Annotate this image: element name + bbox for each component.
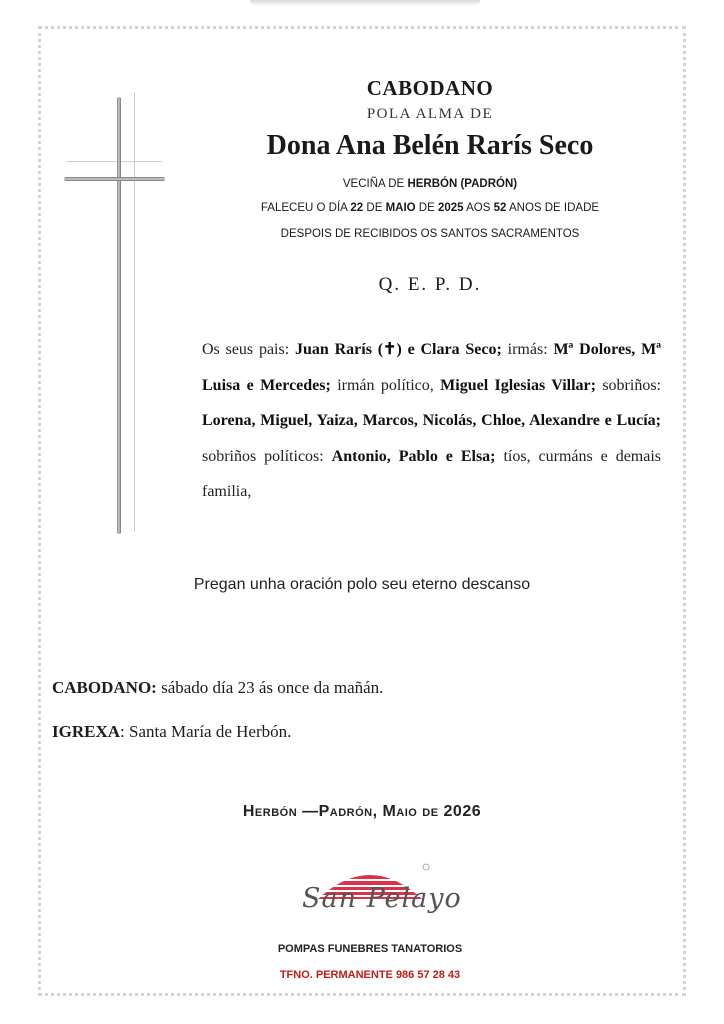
death-text-e: ANOS DE IDADE	[506, 202, 600, 214]
death-age: 52	[493, 202, 507, 214]
family-names: Mª Dolores, Mª Luisa e Mercedes;	[202, 341, 662, 394]
cross-vertical-bar	[117, 97, 121, 534]
notice-title: CABODANO	[366, 76, 494, 100]
death-text-a: FALECEU O DÍA	[260, 202, 351, 214]
family-text: Os seus pais:	[202, 341, 295, 358]
qepd-text: Q. E. P. D.	[378, 274, 482, 295]
service-text: sábado día 23 ás once da mañán.	[156, 678, 384, 697]
family-text: irmán político,	[330, 376, 441, 394]
death-text-d: AOS	[463, 202, 494, 214]
family-names: Lorena, Miguel, Yaiza, Marcos, Nicolás, Chloe, Alexandre e Lucía;	[202, 412, 661, 429]
family-text: tíos, curmáns e demais familia,	[202, 447, 662, 500]
funeral-home-logo: San Pelayo	[302, 883, 462, 914]
sacraments-line: DESPOIS DE RECIBIDOS OS SANTOS SACRAMENTOS	[280, 228, 580, 240]
residence-line	[180, 178, 680, 190]
residence-prefix: VECIÑA DE	[342, 178, 408, 190]
family-names: Miguel Iglesias Villar;	[440, 376, 596, 394]
church-label: IGREXA	[52, 722, 121, 741]
service-church	[52, 722, 291, 742]
death-text-b: DE	[363, 202, 386, 214]
family-names: Juan Rarís (✝) e Clara Seco;	[294, 341, 502, 358]
death-day: 22	[350, 202, 364, 214]
family-paragraph	[202, 332, 661, 510]
death-month: MAIO	[385, 202, 416, 214]
cross-shadow-vertical	[134, 92, 135, 532]
notice-subtitle: POLA ALMA DE	[366, 106, 494, 122]
residence-place: HERBÓN (PADRÓN)	[407, 178, 518, 190]
deceased-name: Dona Ana Belén Rarís Seco	[266, 130, 594, 161]
church-text: : Santa María de Herbón.	[120, 722, 292, 741]
service-label: CABODANO:	[52, 678, 157, 697]
death-year: 2025	[437, 202, 464, 214]
family-text: irmás:	[501, 341, 554, 358]
funeral-home-phone: TFNO. PERMANENTE 986 57 28 43	[279, 969, 461, 981]
funeral-home-tagline: POMPAS FUNEBRES TANATORIOS	[277, 943, 463, 955]
cross-shadow-horizontal	[66, 161, 162, 162]
family-names: Antonio, Pablo e Elsa;	[331, 447, 496, 465]
cross-horizontal-bar	[64, 177, 165, 181]
service-anniversary	[52, 678, 383, 698]
page-border	[38, 26, 686, 996]
death-text-c: DE	[415, 202, 438, 214]
death-date-line	[180, 202, 680, 214]
top-shadow	[250, 0, 480, 6]
family-text: sobriños:	[595, 376, 662, 394]
prayer-request: Pregan unha oración polo seu eterno descanso	[193, 576, 531, 593]
family-text: sobriños políticos:	[202, 447, 332, 465]
place-date: Herbón —Padrón, Maio de 2026	[242, 803, 482, 820]
